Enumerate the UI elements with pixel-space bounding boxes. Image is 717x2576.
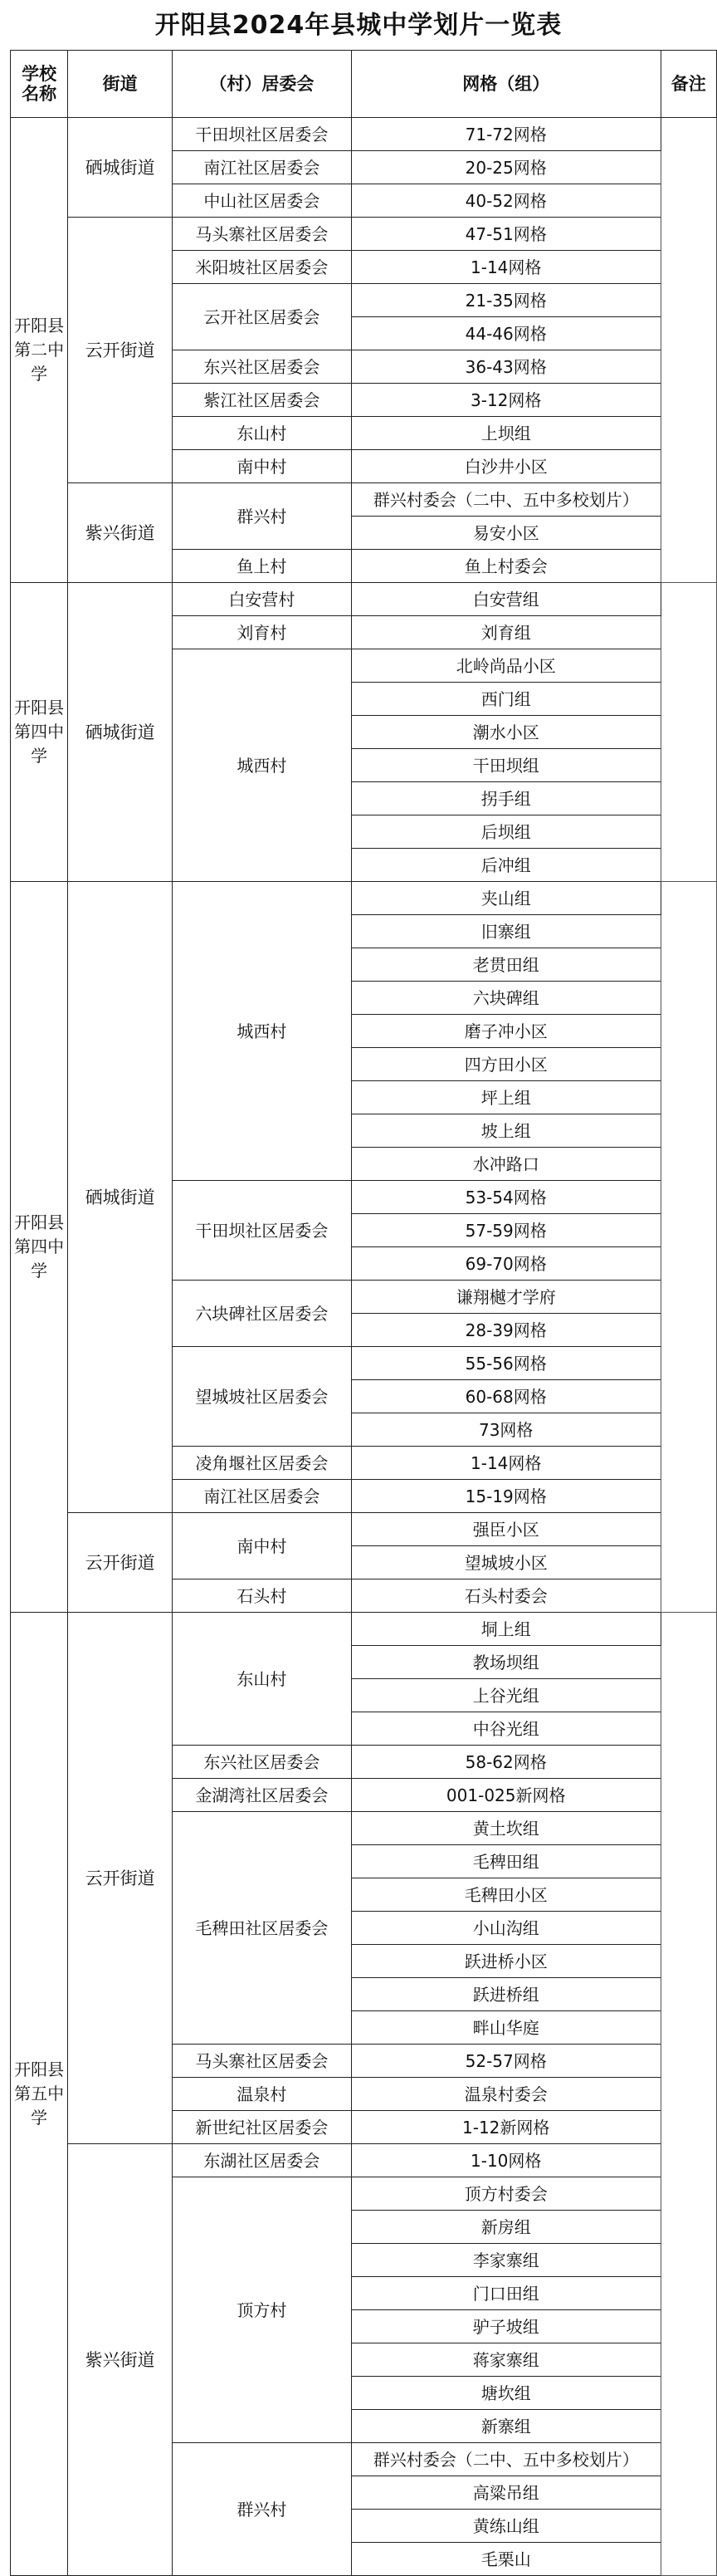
grid-cell: 夹山组 bbox=[351, 882, 661, 915]
community-name: 毛稗田社区居委会 bbox=[172, 1812, 351, 2045]
grid-cell: 58-62网格 bbox=[351, 1746, 661, 1779]
grid-cell: 顶方村委会 bbox=[351, 2177, 661, 2211]
community-name: 干田坝社区居委会 bbox=[172, 118, 351, 151]
community-name: 六块碑社区居委会 bbox=[172, 1281, 351, 1347]
grid-cell: 40-52网格 bbox=[351, 184, 661, 218]
community-name: 东山村 bbox=[172, 1613, 351, 1746]
note-cell bbox=[661, 583, 716, 882]
grid-cell: 28-39网格 bbox=[351, 1314, 661, 1347]
grid-cell: 望城坡小区 bbox=[351, 1546, 661, 1579]
grid-cell: 白安营组 bbox=[351, 583, 661, 616]
community-name: 南中村 bbox=[172, 1513, 351, 1579]
community-name: 东山村 bbox=[172, 417, 351, 450]
community-name: 城西村 bbox=[172, 882, 351, 1181]
street-name: 硒城街道 bbox=[68, 882, 173, 1513]
street-name: 硒城街道 bbox=[68, 583, 173, 882]
grid-cell: 53-54网格 bbox=[351, 1181, 661, 1214]
grid-cell: 磨子冲小区 bbox=[351, 1015, 661, 1048]
note-cell bbox=[661, 118, 716, 583]
grid-cell: 中谷光组 bbox=[351, 1712, 661, 1746]
grid-cell: 1-12新网格 bbox=[351, 2111, 661, 2144]
community-name: 东湖社区居委会 bbox=[172, 2144, 351, 2177]
table-row bbox=[11, 218, 717, 251]
grid-cell: 谦翔樾才学府 bbox=[351, 1281, 661, 1314]
grid-cell: 20-25网格 bbox=[351, 151, 661, 184]
street-name: 云开街道 bbox=[68, 218, 173, 483]
grid-cell: 拐手组 bbox=[351, 782, 661, 815]
community-name: 南中村 bbox=[172, 450, 351, 483]
header-street: 街道 bbox=[68, 51, 173, 118]
grid-cell: 老贯田组 bbox=[351, 948, 661, 982]
community-name: 紫江社区居委会 bbox=[172, 384, 351, 417]
school-district-table bbox=[10, 50, 717, 2576]
street-name: 紫兴街道 bbox=[68, 483, 173, 583]
note-cell bbox=[661, 1613, 716, 2576]
grid-cell: 上谷光组 bbox=[351, 1679, 661, 1712]
community-name: 凌角堰社区居委会 bbox=[172, 1447, 351, 1480]
community-name: 白安营村 bbox=[172, 583, 351, 616]
community-name: 马头寨社区居委会 bbox=[172, 2045, 351, 2078]
grid-cell: 坡上组 bbox=[351, 1114, 661, 1148]
community-name: 米阳坡社区居委会 bbox=[172, 251, 351, 284]
grid-cell: 塘坎组 bbox=[351, 2377, 661, 2410]
community-name: 南江社区居委会 bbox=[172, 1480, 351, 1513]
community-name: 城西村 bbox=[172, 649, 351, 882]
grid-cell: 水冲路口 bbox=[351, 1148, 661, 1181]
grid-cell: 黄练山组 bbox=[351, 2510, 661, 2543]
grid-cell: 李家寨组 bbox=[351, 2244, 661, 2277]
table-row bbox=[11, 1613, 717, 1646]
header-note: 备注 bbox=[661, 51, 716, 118]
page-title: 开阳县2024年县城中学划片一览表 bbox=[154, 11, 563, 40]
grid-cell: 垌上组 bbox=[351, 1613, 661, 1646]
grid-cell: 36-43网格 bbox=[351, 350, 661, 384]
grid-cell: 后冲组 bbox=[351, 849, 661, 882]
community-name: 刘育村 bbox=[172, 616, 351, 649]
grid-cell: 21-35网格 bbox=[351, 284, 661, 317]
grid-cell: 55-56网格 bbox=[351, 1347, 661, 1380]
grid-cell: 坪上组 bbox=[351, 1081, 661, 1114]
grid-cell: 新房组 bbox=[351, 2211, 661, 2244]
grid-cell: 易安小区 bbox=[351, 517, 661, 550]
community-name: 云开社区居委会 bbox=[172, 284, 351, 350]
school-name: 开阳县 第二中 学 bbox=[11, 118, 68, 583]
community-name: 顶方村 bbox=[172, 2177, 351, 2443]
grid-cell: 上坝组 bbox=[351, 417, 661, 450]
grid-cell: 1-14网格 bbox=[351, 251, 661, 284]
grid-cell: 1-14网格 bbox=[351, 1447, 661, 1480]
grid-cell: 47-51网格 bbox=[351, 218, 661, 251]
grid-cell: 52-57网格 bbox=[351, 2045, 661, 2078]
grid-cell: 毛稗田组 bbox=[351, 1845, 661, 1878]
grid-cell: 1-10网格 bbox=[351, 2144, 661, 2177]
grid-cell: 001-025新网格 bbox=[351, 1779, 661, 1812]
grid-cell: 强臣小区 bbox=[351, 1513, 661, 1546]
table-row bbox=[11, 583, 717, 616]
grid-cell: 群兴村委会（二中、五中多校划片） bbox=[351, 2443, 661, 2476]
grid-cell: 驴子坡组 bbox=[351, 2310, 661, 2343]
grid-cell: 高粱吊组 bbox=[351, 2476, 661, 2510]
grid-cell: 四方田小区 bbox=[351, 1048, 661, 1081]
grid-cell: 群兴村委会（二中、五中多校划片） bbox=[351, 483, 661, 517]
table-row bbox=[11, 882, 717, 915]
grid-cell: 六块碑组 bbox=[351, 982, 661, 1015]
note-cell bbox=[661, 882, 716, 1613]
community-name: 中山社区居委会 bbox=[172, 184, 351, 218]
community-name: 望城坡社区居委会 bbox=[172, 1347, 351, 1447]
header-community: （村）居委会 bbox=[172, 51, 351, 118]
community-name: 东兴社区居委会 bbox=[172, 350, 351, 384]
community-name: 石头村 bbox=[172, 1579, 351, 1613]
community-name: 马头寨社区居委会 bbox=[172, 218, 351, 251]
header-school: 学校 名称 bbox=[11, 51, 68, 118]
grid-cell: 旧寨组 bbox=[351, 915, 661, 948]
community-name: 鱼上村 bbox=[172, 550, 351, 583]
street-name: 云开街道 bbox=[68, 1613, 173, 2144]
grid-cell: 北岭尚品小区 bbox=[351, 649, 661, 683]
grid-cell: 干田坝组 bbox=[351, 749, 661, 782]
table-row bbox=[11, 118, 717, 151]
grid-cell: 跃进桥组 bbox=[351, 1978, 661, 2011]
grid-cell: 门口田组 bbox=[351, 2277, 661, 2310]
grid-cell: 潮水小区 bbox=[351, 716, 661, 749]
community-name: 东兴社区居委会 bbox=[172, 1746, 351, 1779]
grid-cell: 蒋家寨组 bbox=[351, 2343, 661, 2377]
community-name: 新世纪社区居委会 bbox=[172, 2111, 351, 2144]
grid-cell: 刘育组 bbox=[351, 616, 661, 649]
school-name: 开阳县 第四中 学 bbox=[11, 882, 68, 1613]
street-name: 硒城街道 bbox=[68, 118, 173, 218]
grid-cell: 鱼上村委会 bbox=[351, 550, 661, 583]
table-row bbox=[11, 483, 717, 517]
grid-cell: 温泉村委会 bbox=[351, 2078, 661, 2111]
grid-cell: 教场坝组 bbox=[351, 1646, 661, 1679]
grid-cell: 15-19网格 bbox=[351, 1480, 661, 1513]
grid-cell: 60-68网格 bbox=[351, 1380, 661, 1413]
header-row bbox=[11, 51, 717, 118]
grid-cell: 畔山华庭 bbox=[351, 2011, 661, 2045]
grid-cell: 71-72网格 bbox=[351, 118, 661, 151]
street-name: 紫兴街道 bbox=[68, 2144, 173, 2576]
table-row bbox=[11, 1513, 717, 1546]
grid-cell: 新寨组 bbox=[351, 2410, 661, 2443]
grid-cell: 小山沟组 bbox=[351, 1912, 661, 1945]
community-name: 南江社区居委会 bbox=[172, 151, 351, 184]
header-grid: 网格（组） bbox=[351, 51, 661, 118]
community-name: 温泉村 bbox=[172, 2078, 351, 2111]
grid-cell: 黄土坎组 bbox=[351, 1812, 661, 1845]
grid-cell: 跃进桥小区 bbox=[351, 1945, 661, 1978]
grid-cell: 后坝组 bbox=[351, 815, 661, 849]
table-row bbox=[11, 2144, 717, 2177]
grid-cell: 69-70网格 bbox=[351, 1247, 661, 1281]
grid-cell: 白沙井小区 bbox=[351, 450, 661, 483]
grid-cell: 44-46网格 bbox=[351, 317, 661, 350]
grid-cell: 毛栗山 bbox=[351, 2543, 661, 2576]
community-name: 群兴村 bbox=[172, 2443, 351, 2576]
grid-cell: 57-59网格 bbox=[351, 1214, 661, 1247]
community-name: 干田坝社区居委会 bbox=[172, 1181, 351, 1281]
grid-cell: 73网格 bbox=[351, 1413, 661, 1447]
community-name: 金湖湾社区居委会 bbox=[172, 1779, 351, 1812]
grid-cell: 西门组 bbox=[351, 683, 661, 716]
grid-cell: 石头村委会 bbox=[351, 1579, 661, 1613]
school-name: 开阳县 第四中 学 bbox=[11, 583, 68, 882]
grid-cell: 毛稗田小区 bbox=[351, 1878, 661, 1912]
street-name: 云开街道 bbox=[68, 1513, 173, 1613]
school-name: 开阳县 第五中 学 bbox=[11, 1613, 68, 2576]
grid-cell: 3-12网格 bbox=[351, 384, 661, 417]
community-name: 群兴村 bbox=[172, 483, 351, 550]
